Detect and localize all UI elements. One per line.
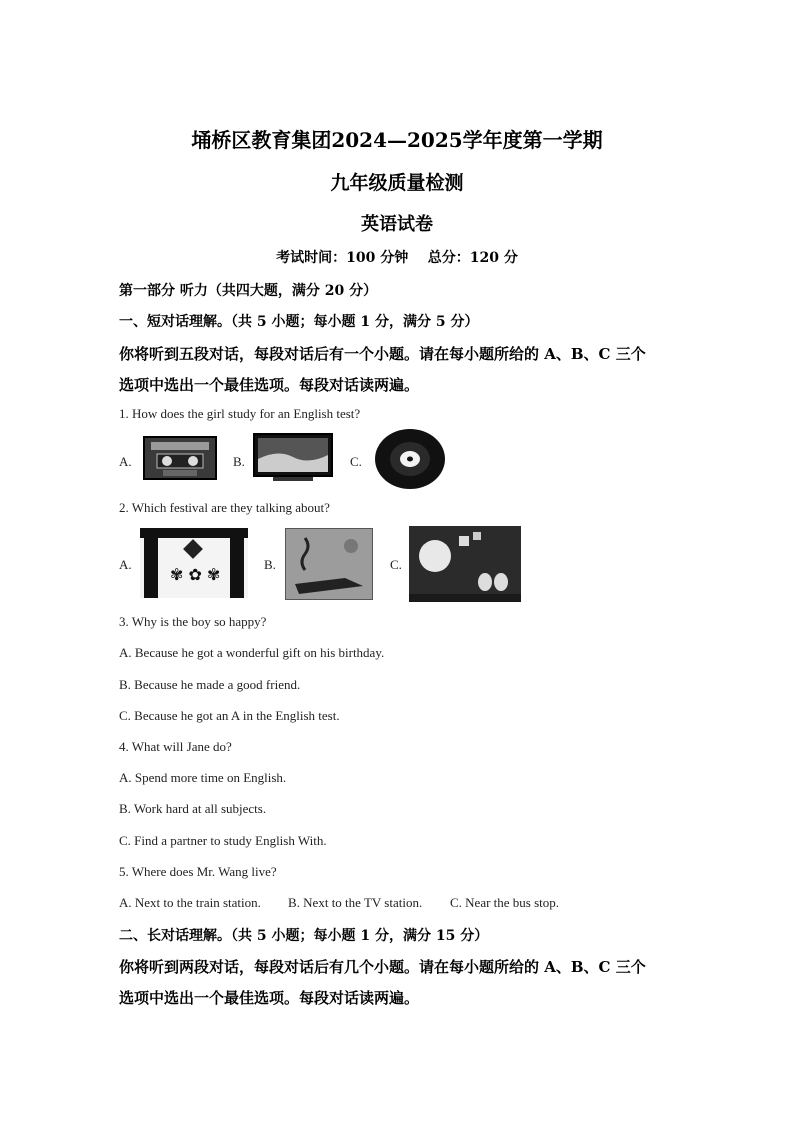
q1-option-b-label: B.: [233, 454, 245, 469]
exam-subject: 英语试卷: [361, 214, 433, 235]
spring-festival-image: [140, 528, 248, 598]
q1-option-a-label: A.: [119, 454, 132, 469]
question-2: 2. Which festival are they talking about?: [119, 500, 330, 515]
question-5: 5. Where does Mr. Wang live?: [119, 864, 277, 879]
question-1: 1. How does the girl study for an English test?: [119, 406, 361, 421]
section1-instruction-1: 你将听到五段对话，每段对话后有一个小题。请在每小题所给的 A、B、C 三个: [119, 345, 646, 363]
cassette-tape-image: [143, 436, 217, 480]
q2-option-c-label: C.: [390, 557, 402, 572]
q5-option-b: B. Next to the TV station.: [288, 895, 423, 910]
dragon-boat-festival-image: [285, 528, 373, 600]
q2-option-b-label: B.: [264, 557, 276, 572]
q1-option-c-label: C.: [350, 454, 362, 469]
section1-heading: 一、短对话理解。（共 5 小题；每小题 1 分，满分 5 分）: [119, 314, 479, 330]
question-3: 3. Why is the boy so happy?: [119, 614, 267, 629]
exam-info: 考试时间：100 分钟 总分：120 分: [276, 250, 518, 266]
exam-title: 埇桥区教育集团2024—2025学年度第一学期: [191, 128, 603, 152]
television-image: [253, 433, 333, 483]
q5-option-c: C. Near the bus stop.: [450, 895, 560, 910]
section2-instruction-2: 选项中选出一个最佳选项。每段对话读两遍。: [119, 989, 420, 1007]
q5-option-a: A. Next to the train station.: [119, 895, 261, 910]
q4-option-c: C. Find a partner to study English With.: [119, 833, 327, 848]
q3-option-a: A. Because he got a wonderful gift on his birthday.: [119, 645, 385, 660]
compact-disc-image: [373, 428, 447, 490]
question-4: 4. What will Jane do?: [119, 739, 232, 754]
part1-heading: 第一部分 听力（共四大题，满分 20 分）: [119, 283, 378, 299]
q3-option-b: B. Because he made a good friend.: [119, 677, 301, 692]
q2-option-a-label: A.: [119, 557, 132, 572]
section2-instruction-1: 你将听到两段对话，每段对话后有几个小题。请在每小题所给的 A、B、C 三个: [119, 958, 646, 976]
section2-heading: 二、长对话理解。（共 5 小题；每小题 1 分，满分 15 分）: [119, 928, 489, 944]
exam-subtitle: 九年级质量检测: [330, 172, 464, 194]
q3-option-c: C. Because he got an A in the English test.: [119, 708, 340, 723]
svg-text:✾ ✿ ✾: ✾ ✿ ✾: [170, 565, 221, 584]
q4-option-a: A. Spend more time on English.: [119, 770, 287, 785]
mid-autumn-festival-image: [409, 526, 521, 602]
section1-instruction-2: 选项中选出一个最佳选项。每段对话读两遍。: [119, 376, 420, 394]
q4-option-b: B. Work hard at all subjects.: [119, 801, 267, 816]
